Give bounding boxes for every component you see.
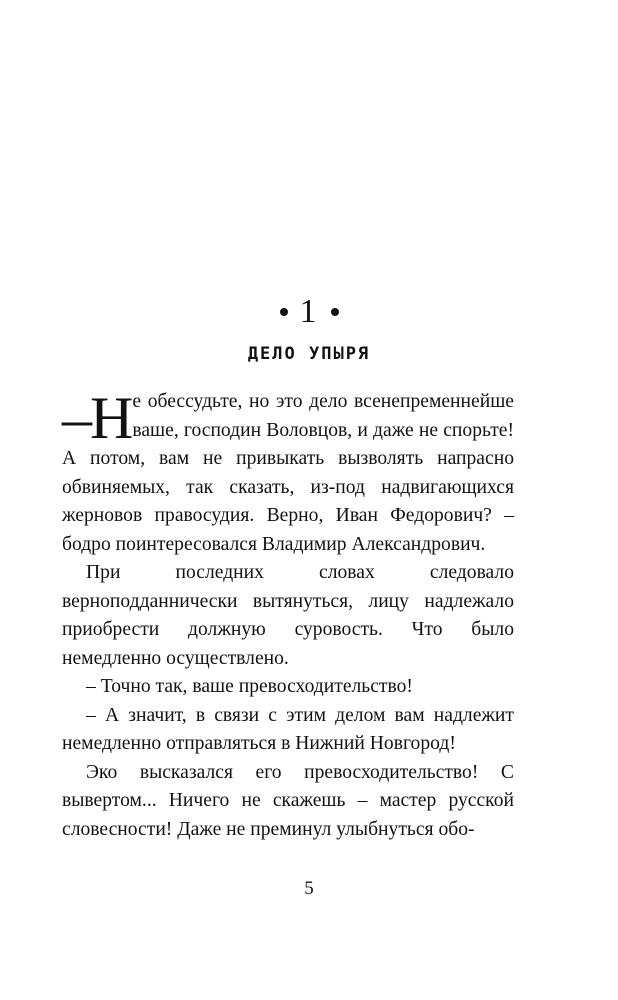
page-number: 5 (304, 878, 314, 899)
chapter-title: ДЕЛО УПЫРЯ (247, 344, 371, 364)
paragraph-1-text: е обессудьте, но это дело всенепременнейше ваше, господин Воловцов, и даже не спорьте! А потом, вам не привыкать вызволять напрасно обвиняемых, так сказать, из-под надвигающихся жерновов правосудия. Верно, Иван Федорович? – бодро поинтересовался Владимир Александрович. (62, 391, 514, 555)
paragraph-3: – Точно так, ваше превосходительство! (86, 676, 413, 697)
paragraph-4: – А значит, в связи с этим делом вам надлежит немедленно отправляться в Нижний Новгород! (62, 704, 514, 754)
paragraph-5: Эко высказался его превосходительство! С вывертом... Ничего не скажешь – мастер русской словесности! Даже не преминул улыбнуться обо- (62, 761, 514, 840)
paragraph-1 (62, 385, 514, 559)
chapter-number-text: 1 (299, 293, 319, 330)
paragraph-2: При последних словах следовало верноподданнически вытянуться, лицу надлежало приобрести должную суровость. Что было немедленно осуществлено. (62, 562, 514, 669)
chapter-number (0, 292, 618, 332)
bullet-right-icon (331, 308, 339, 316)
body-text (62, 385, 514, 844)
drop-cap: –Н (62, 385, 132, 451)
bullet-left-icon (280, 308, 288, 316)
